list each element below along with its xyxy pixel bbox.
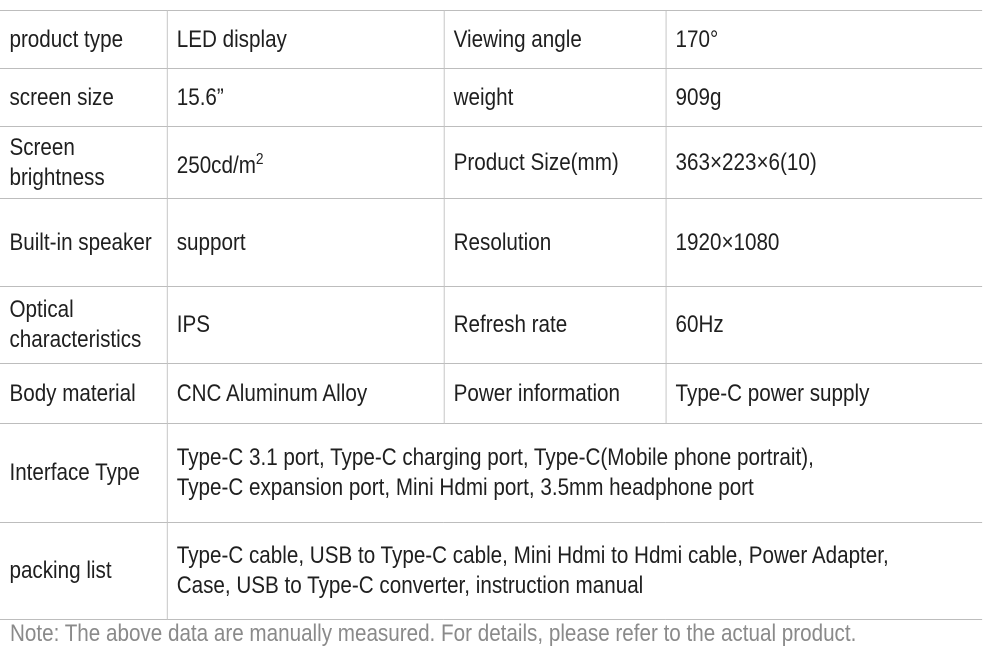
- value-refresh-rate: 60Hz: [666, 287, 982, 364]
- spec-row-brightness: [0, 127, 982, 199]
- spec-row-screen-size: [0, 69, 982, 127]
- value-weight: 909g: [666, 69, 982, 127]
- spec-row-speaker: [0, 199, 982, 287]
- value-screen-brightness: [167, 127, 444, 199]
- spec-table: [0, 10, 982, 620]
- packing-line-1: Type-C cable, USB to Type-C cable, Mini Hdmi to Hdmi cable, Power Adapter,: [176, 542, 889, 569]
- interface-line-1: Type-C 3.1 port, Type-C charging port, Type-C(Mobile phone portrait),: [176, 444, 814, 471]
- brightness-superscript: 2: [255, 150, 264, 168]
- value-packing-list: [167, 523, 982, 620]
- label-optical-characteristics: Optical characteristics: [0, 287, 167, 364]
- label-weight: weight: [444, 69, 666, 127]
- value-body-material: CNC Aluminum Alloy: [167, 364, 444, 424]
- spec-row-optical: [0, 287, 982, 364]
- packing-line-2: Case, USB to Type-C converter, instruction manual: [176, 572, 644, 599]
- spec-row-product-type: [0, 11, 982, 69]
- label-screen-size: screen size: [0, 69, 167, 127]
- label-refresh-rate: Refresh rate: [444, 287, 666, 364]
- brightness-value: 250cd/m: [176, 151, 256, 179]
- value-product-size: 363×223×6(10): [666, 127, 982, 199]
- label-screen-brightness: Screen brightness: [0, 127, 167, 199]
- spec-row-body-material: [0, 364, 982, 424]
- label-product-type: product type: [0, 11, 167, 69]
- footnote: Note: The above data are manually measured. For details, please refer to the actual product.: [10, 620, 857, 647]
- interface-line-2: Type-C expansion port, Mini Hdmi port, 3.5mm headphone port: [176, 474, 754, 501]
- value-built-in-speaker: support: [167, 199, 444, 287]
- label-viewing-angle: Viewing angle: [444, 11, 666, 69]
- value-interface-type: [167, 424, 982, 523]
- value-resolution: 1920×1080: [666, 199, 982, 287]
- value-product-type: LED display: [167, 11, 444, 69]
- label-body-material: Body material: [0, 364, 167, 424]
- value-optical-characteristics: IPS: [167, 287, 444, 364]
- label-packing-list: packing list: [0, 523, 167, 620]
- value-viewing-angle: 170°: [666, 11, 982, 69]
- value-screen-size: 15.6”: [167, 69, 444, 127]
- label-resolution: Resolution: [444, 199, 666, 287]
- label-product-size: Product Size(mm): [444, 127, 666, 199]
- label-interface-type: Interface Type: [0, 424, 167, 523]
- label-power-information: Power information: [444, 364, 666, 424]
- label-built-in-speaker: Built-in speaker: [0, 199, 167, 287]
- value-power-information: Type-C power supply: [666, 364, 982, 424]
- spec-row-packing: [0, 523, 982, 620]
- spec-row-interface: [0, 424, 982, 523]
